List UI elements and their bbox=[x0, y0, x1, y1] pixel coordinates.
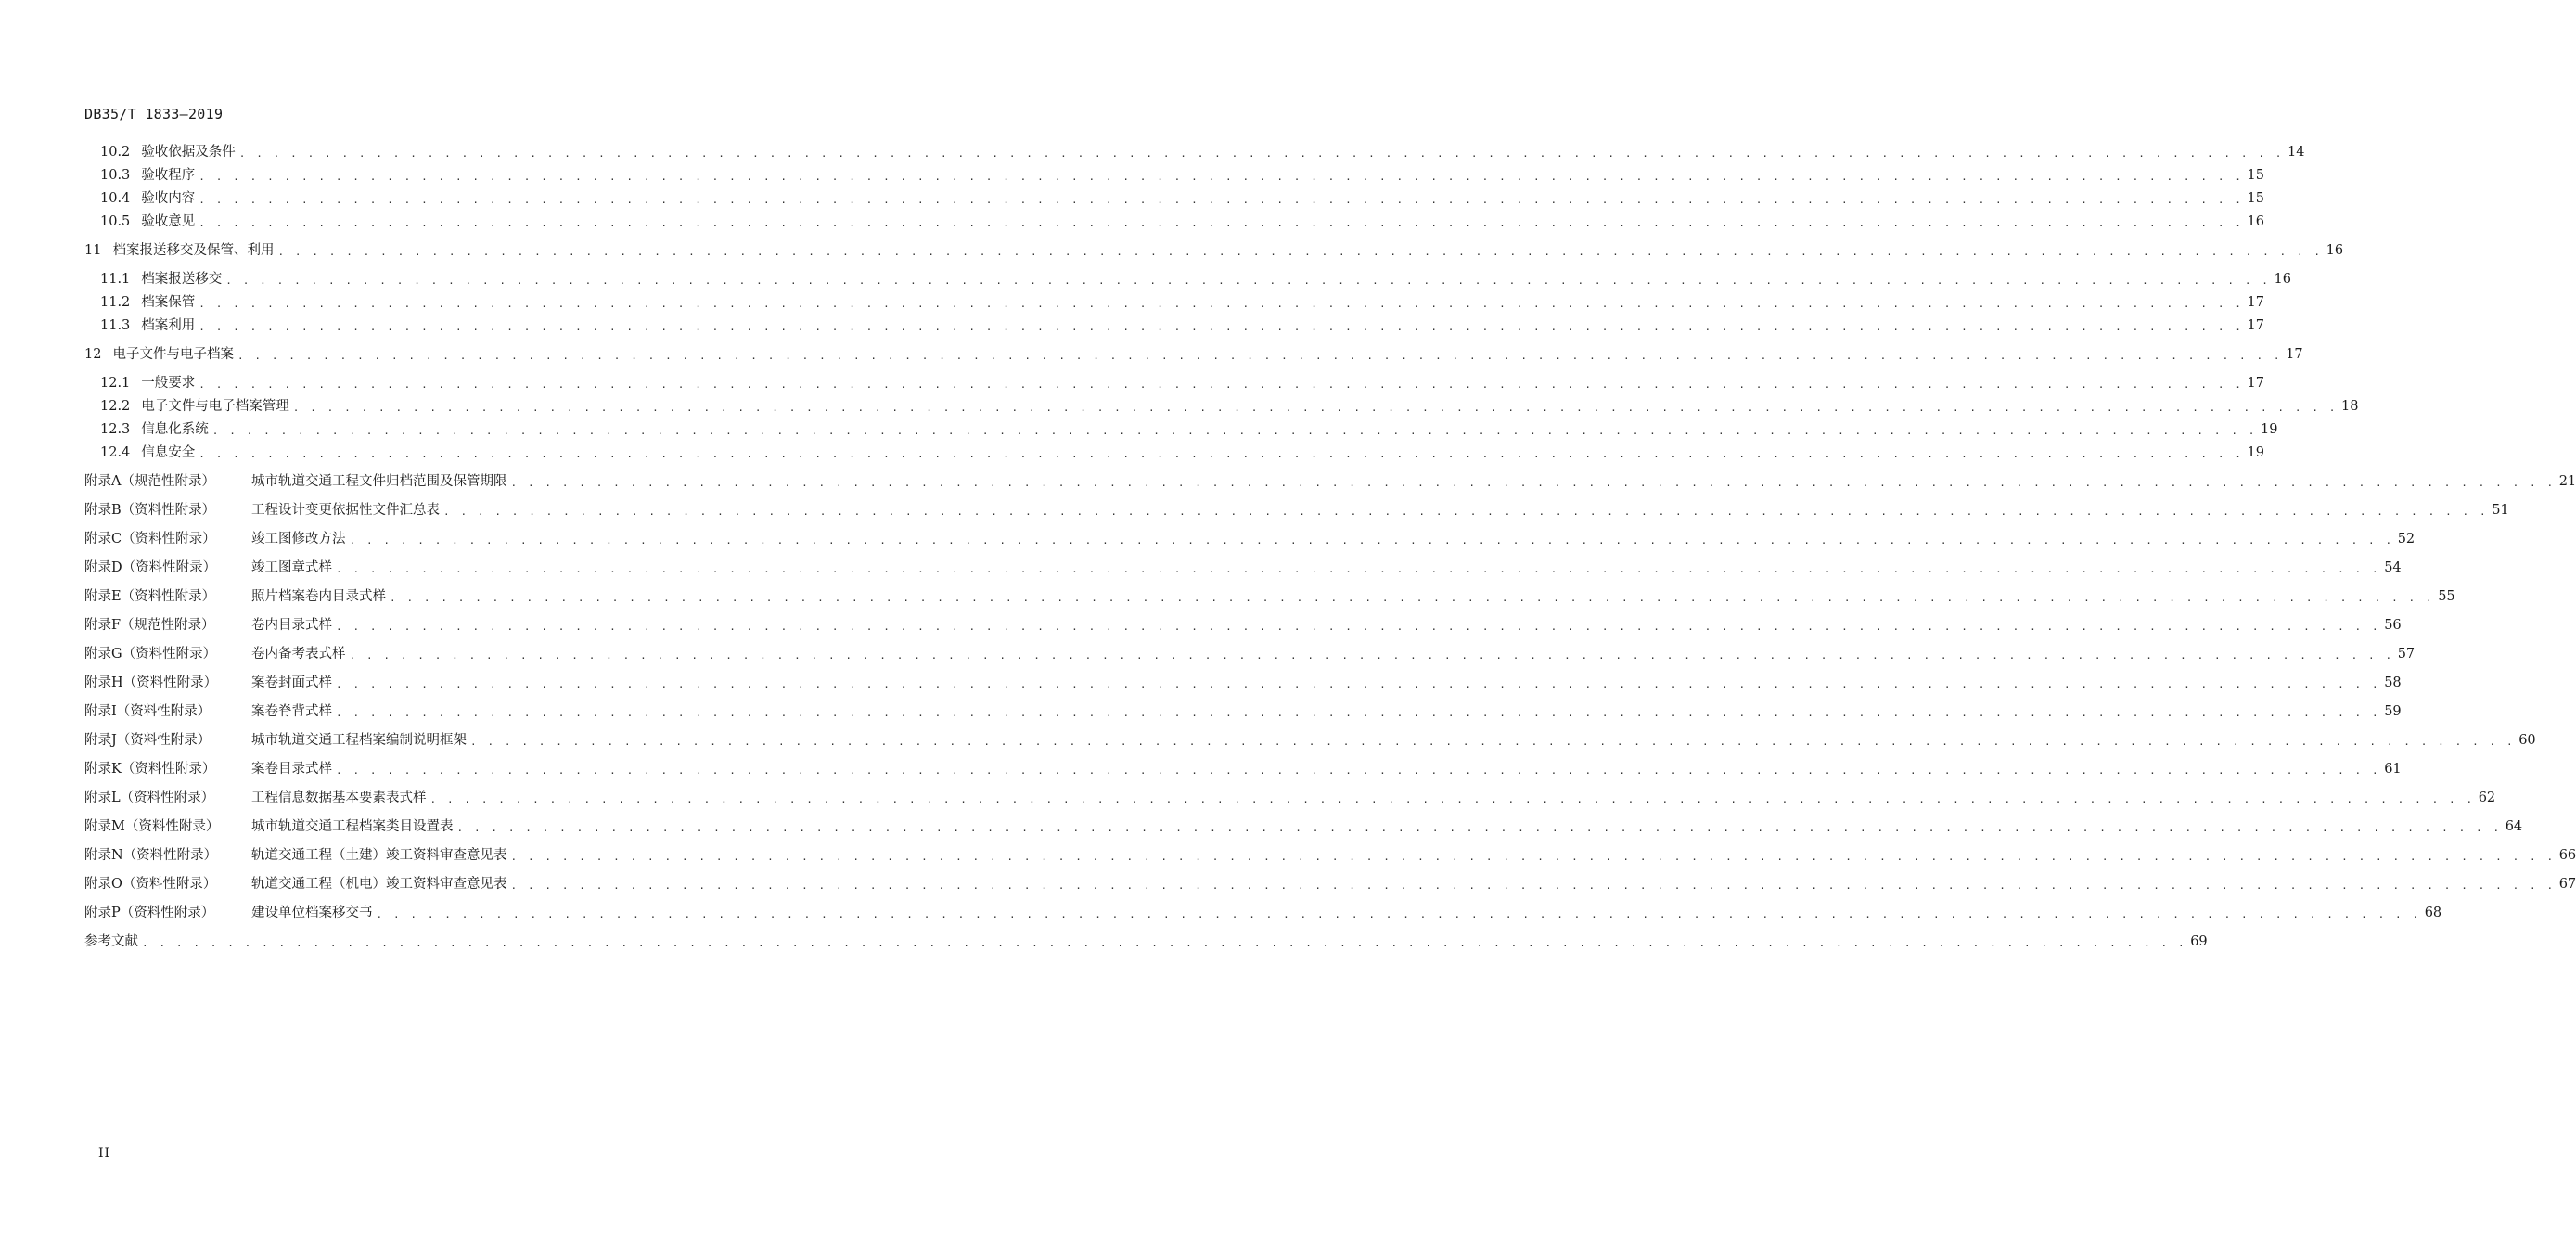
section-title: 电子文件与电子档案 bbox=[112, 347, 234, 362]
section-title: 轨道交通工程（机电）竣工资料审查意见表 bbox=[251, 877, 507, 892]
section-title: 一般要求 bbox=[141, 376, 196, 391]
page-ref: 54 bbox=[2384, 560, 2402, 575]
toc-appendix-row[interactable] bbox=[84, 613, 2402, 637]
page-ref: 51 bbox=[2492, 503, 2509, 518]
dot-leader: . . . . . . . . . . . . . . . . . . . . . . . . . . . . . . . . . . . . . . . . . . . . . . . . . . . . . . . . . . . . . . . . . . . . . . . . . . . . . . . . . . . . . . . . . . . . . . . . . . . . . . . . . . . . . . . . . . . . . . . . bbox=[225, 275, 2271, 287]
page-ref: 60 bbox=[2518, 733, 2536, 748]
dot-leader: . . . . . . . . . . . . . . . . . . . . . . . . . . . . . . . . . . . . . . . . . . . . . . . . . . . . . . . . . . . . . . . . . . . . . . . . . . . . . . . . . . . . . . . . . . . . . . . . . . . . . . . . . . . . . . . . . . . . . . . . bbox=[510, 880, 2556, 892]
section-title: 档案报送移交及保管、利用 bbox=[112, 243, 275, 258]
appendix-label: 附录K（资料性附录） bbox=[84, 762, 216, 777]
page-ref: 15 bbox=[2247, 191, 2264, 206]
page-ref: 19 bbox=[2261, 422, 2278, 437]
page-ref: 17 bbox=[2247, 318, 2264, 333]
page-ref: 68 bbox=[2424, 906, 2442, 920]
toc-row[interactable] bbox=[100, 314, 2264, 338]
dot-leader: . . . . . . . . . . . . . . . . . . . . . . . . . . . . . . . . . . . . . . . . . . . . . . . . . . . . . . . . . . . . . . . . . . . . . . . . . . . . . . . . . . . . . . . . . . . . . . . . . . . . . . . . . . . . . . . . . . . . . . . . bbox=[292, 402, 2338, 414]
dot-leader: . . . . . . . . . . . . . . . . . . . . . . . . . . . . . . . . . . . . . . . . . . . . . . . . . . . . . . . . . . . . . . . . . . . . . . . . . . . . . . . . . . . . . . . . . . . . . . . . . . . . . . . . . . . . . . . . . . . . . . . . bbox=[142, 937, 2187, 949]
toc-appendix-row[interactable] bbox=[84, 901, 2442, 925]
page-ref: 61 bbox=[2384, 762, 2402, 777]
page-ref: 15 bbox=[2247, 168, 2264, 183]
page-ref: 17 bbox=[2247, 376, 2264, 391]
page-ref: 17 bbox=[2247, 295, 2264, 310]
page-number: II bbox=[98, 1146, 111, 1161]
section-title: 工程设计变更依据性文件汇总表 bbox=[251, 503, 440, 518]
section-number: 11.3 bbox=[100, 318, 131, 333]
section-title: 竣工图修改方法 bbox=[251, 532, 346, 546]
appendix-label: 附录D（资料性附录） bbox=[84, 560, 217, 575]
dot-leader: . . . . . . . . . . . . . . . . . . . . . . . . . . . . . . . . . . . . . . . . . . . . . . . . . . . . . . . . . . . . . . . . . . . . . . . . . . . . . . . . . . . . . . . . . . . . . . . . . . . . . . . . . . . . . . . . . . . . . . . . bbox=[336, 563, 2381, 575]
section-number: 10.5 bbox=[100, 214, 131, 229]
appendix-label: 附录M（资料性附录） bbox=[84, 819, 220, 834]
toc-row[interactable] bbox=[100, 371, 2264, 395]
page-ref: 16 bbox=[2274, 272, 2291, 287]
section-title: 城市轨道交通工程文件归档范围及保管期限 bbox=[251, 474, 507, 489]
toc-row[interactable] bbox=[100, 441, 2264, 465]
appendix-label: 附录A（规范性附录） bbox=[84, 474, 215, 489]
page-ref: 16 bbox=[2326, 243, 2344, 258]
section-title: 案卷封面式样 bbox=[251, 675, 332, 690]
dot-leader: . . . . . . . . . . . . . . . . . . . . . . . . . . . . . . . . . . . . . . . . . . . . . . . . . . . . . . . . . . . . . . . . . . . . . . . . . . . . . . . . . . . . . . . . . . . . . . . . . . . . . . . . . . . . . . . . . . . . . . . . bbox=[336, 765, 2381, 777]
toc-row[interactable] bbox=[84, 342, 2303, 366]
dot-leader: . . . . . . . . . . . . . . . . . . . . . . . . . . . . . . . . . . . . . . . . . . . . . . . . . . . . . . . . . . . . . . . . . . . . . . . . . . . . . . . . . . . . . . . . . . . . . . . . . . . . . . . . . . . . . . . . . . . . . . . . bbox=[349, 534, 2394, 546]
section-number: 11.2 bbox=[100, 295, 131, 310]
dot-leader: . . . . . . . . . . . . . . . . . . . . . . . . . . . . . . . . . . . . . . . . . . . . . . . . . . . . . . . . . . . . . . . . . . . . . . . . . . . . . . . . . . . . . . . . . . . . . . . . . . . . . . . . . . . . . . . . . . . . . . . . bbox=[199, 298, 2244, 310]
page-ref: 55 bbox=[2438, 589, 2455, 604]
dot-leader: . . . . . . . . . . . . . . . . . . . . . . . . . . . . . . . . . . . . . . . . . . . . . . . . . . . . . . . . . . . . . . . . . . . . . . . . . . . . . . . . . . . . . . . . . . . . . . . . . . . . . . . . . . . . . . . . . . . . . . . . bbox=[237, 350, 2283, 362]
toc-appendix-row[interactable] bbox=[84, 872, 2576, 896]
toc-appendix-row[interactable] bbox=[84, 469, 2576, 494]
page-ref: 66 bbox=[2558, 848, 2576, 863]
dot-leader: . . . . . . . . . . . . . . . . . . . . . . . . . . . . . . . . . . . . . . . . . . . . . . . . . . . . . . . . . . . . . . . . . . . . . . . . . . . . . . . . . . . . . . . . . . . . . . . . . . . . . . . . . . . . . . . . . . . . . . . . bbox=[376, 908, 2421, 920]
dot-leader: . . . . . . . . . . . . . . . . . . . . . . . . . . . . . . . . . . . . . . . . . . . . . . . . . . . . . . . . . . . . . . . . . . . . . . . . . . . . . . . . . . . . . . . . . . . . . . . . . . . . . . . . . . . . . . . . . . . . . . . . bbox=[238, 148, 2284, 160]
dot-leader: . . . . . . . . . . . . . . . . . . . . . . . . . . . . . . . . . . . . . . . . . . . . . . . . . . . . . . . . . . . . . . . . . . . . . . . . . . . . . . . . . . . . . . . . . . . . . . . . . . . . . . . . . . . . . . . . . . . . . . . . bbox=[390, 592, 2435, 604]
toc-row[interactable] bbox=[84, 238, 2344, 263]
appendix-label: 附录C（资料性附录） bbox=[84, 532, 216, 546]
page-ref: 56 bbox=[2384, 618, 2402, 633]
section-number: 10.3 bbox=[100, 168, 131, 183]
section-title: 档案利用 bbox=[141, 318, 196, 333]
appendix-label: 附录G（资料性附录） bbox=[84, 647, 217, 662]
dot-leader: . . . . . . . . . . . . . . . . . . . . . . . . . . . . . . . . . . . . . . . . . . . . . . . . . . . . . . . . . . . . . . . . . . . . . . . . . . . . . . . . . . . . . . . . . . . . . . . . . . . . . . . . . . . . . . . . . . . . . . . . bbox=[336, 678, 2381, 690]
section-title: 参考文献 bbox=[84, 934, 138, 949]
dot-leader: . . . . . . . . . . . . . . . . . . . . . . . . . . . . . . . . . . . . . . . . . . . . . . . . . . . . . . . . . . . . . . . . . . . . . . . . . . . . . . . . . . . . . . . . . . . . . . . . . . . . . . . . . . . . . . . . . . . . . . . . bbox=[199, 448, 2244, 460]
page-ref: 69 bbox=[2190, 934, 2208, 949]
dot-leader: . . . . . . . . . . . . . . . . . . . . . . . . . . . . . . . . . . . . . . . . . . . . . . . . . . . . . . . . . . . . . . . . . . . . . . . . . . . . . . . . . . . . . . . . . . . . . . . . . . . . . . . . . . . . . . . . . . . . . . . . bbox=[510, 851, 2556, 863]
section-title: 信息安全 bbox=[141, 445, 196, 460]
section-title: 信息化系统 bbox=[141, 422, 209, 437]
dot-leader: . . . . . . . . . . . . . . . . . . . . . . . . . . . . . . . . . . . . . . . . . . . . . . . . . . . . . . . . . . . . . . . . . . . . . . . . . . . . . . . . . . . . . . . . . . . . . . . . . . . . . . . . . . . . . . . . . . . . . . . . bbox=[510, 477, 2556, 489]
page-ref: 18 bbox=[2341, 399, 2359, 414]
page-ref: 57 bbox=[2397, 647, 2416, 662]
page-ref: 64 bbox=[2505, 819, 2523, 834]
page-ref: 59 bbox=[2384, 704, 2402, 719]
toc-row[interactable] bbox=[100, 267, 2291, 291]
toc-references-row[interactable] bbox=[84, 930, 2208, 954]
section-title: 档案保管 bbox=[141, 295, 196, 310]
appendix-label: 附录F（规范性附录） bbox=[84, 618, 215, 633]
toc-appendix-row[interactable] bbox=[84, 815, 2523, 839]
section-title: 卷内备考表式样 bbox=[251, 647, 346, 662]
section-title: 建设单位档案移交书 bbox=[251, 906, 373, 920]
section-title: 验收程序 bbox=[141, 168, 196, 183]
dot-leader: . . . . . . . . . . . . . . . . . . . . . . . . . . . . . . . . . . . . . . . . . . . . . . . . . . . . . . . . . . . . . . . . . . . . . . . . . . . . . . . . . . . . . . . . . . . . . . . . . . . . . . . . . . . . . . . . . . . . . . . . bbox=[199, 194, 2244, 206]
toc-row[interactable] bbox=[100, 210, 2264, 234]
toc-appendix-row[interactable] bbox=[84, 728, 2536, 752]
page-ref: 21 bbox=[2558, 474, 2576, 489]
section-number: 12.3 bbox=[100, 422, 131, 437]
dot-leader: . . . . . . . . . . . . . . . . . . . . . . . . . . . . . . . . . . . . . . . . . . . . . . . . . . . . . . . . . . . . . . . . . . . . . . . . . . . . . . . . . . . . . . . . . . . . . . . . . . . . . . . . . . . . . . . . . . . . . . . . bbox=[349, 649, 2394, 662]
page-ref: 67 bbox=[2558, 877, 2576, 892]
section-number: 11 bbox=[84, 243, 102, 258]
dot-leader: . . . . . . . . . . . . . . . . . . . . . . . . . . . . . . . . . . . . . . . . . . . . . . . . . . . . . . . . . . . . . . . . . . . . . . . . . . . . . . . . . . . . . . . . . . . . . . . . . . . . . . . . . . . . . . . . . . . . . . . . bbox=[336, 621, 2381, 633]
section-number: 12.1 bbox=[100, 376, 131, 391]
section-title: 电子文件与电子档案管理 bbox=[141, 399, 289, 414]
section-number: 11.1 bbox=[100, 272, 131, 287]
toc-appendix-row[interactable] bbox=[84, 642, 2416, 666]
appendix-label: 附录P（资料性附录） bbox=[84, 906, 215, 920]
dot-leader: . . . . . . . . . . . . . . . . . . . . . . . . . . . . . . . . . . . . . . . . . . . . . . . . . . . . . . . . . . . . . . . . . . . . . . . . . . . . . . . . . . . . . . . . . . . . . . . . . . . . . . . . . . . . . . . . . . . . . . . . bbox=[470, 736, 2516, 748]
section-number: 10.2 bbox=[100, 145, 131, 160]
dot-leader: . . . . . . . . . . . . . . . . . . . . . . . . . . . . . . . . . . . . . . . . . . . . . . . . . . . . . . . . . . . . . . . . . . . . . . . . . . . . . . . . . . . . . . . . . . . . . . . . . . . . . . . . . . . . . . . . . . . . . . . . bbox=[199, 217, 2244, 229]
toc-appendix-row[interactable] bbox=[84, 585, 2455, 609]
toc-appendix-row[interactable] bbox=[84, 556, 2402, 580]
appendix-label: 附录I（资料性附录） bbox=[84, 704, 211, 719]
appendix-label: 附录J（资料性附录） bbox=[84, 733, 211, 748]
page-ref: 58 bbox=[2384, 675, 2402, 690]
dot-leader: . . . . . . . . . . . . . . . . . . . . . . . . . . . . . . . . . . . . . . . . . . . . . . . . . . . . . . . . . . . . . . . . . . . . . . . . . . . . . . . . . . . . . . . . . . . . . . . . . . . . . . . . . . . . . . . . . . . . . . . . bbox=[443, 506, 2489, 518]
section-number: 12.4 bbox=[100, 445, 131, 460]
appendix-label: 附录N（资料性附录） bbox=[84, 848, 218, 863]
toc-row[interactable] bbox=[100, 186, 2264, 211]
dot-leader: . . . . . . . . . . . . . . . . . . . . . . . . . . . . . . . . . . . . . . . . . . . . . . . . . . . . . . . . . . . . . . . . . . . . . . . . . . . . . . . . . . . . . . . . . . . . . . . . . . . . . . . . . . . . . . . . . . . . . . . . bbox=[336, 707, 2381, 719]
toc-appendix-row[interactable] bbox=[84, 527, 2416, 551]
section-number: 12.2 bbox=[100, 399, 131, 414]
appendix-label: 附录E（资料性附录） bbox=[84, 589, 216, 604]
dot-leader: . . . . . . . . . . . . . . . . . . . . . . . . . . . . . . . . . . . . . . . . . . . . . . . . . . . . . . . . . . . . . . . . . . . . . . . . . . . . . . . . . . . . . . . . . . . . . . . . . . . . . . . . . . . . . . . . . . . . . . . . bbox=[456, 822, 2502, 834]
section-title: 竣工图章式样 bbox=[251, 560, 332, 575]
section-title: 案卷脊背式样 bbox=[251, 704, 332, 719]
section-title: 城市轨道交通工程档案类目设置表 bbox=[251, 819, 454, 834]
appendix-label: 附录B（资料性附录） bbox=[84, 503, 216, 518]
dot-leader: . . . . . . . . . . . . . . . . . . . . . . . . . . . . . . . . . . . . . . . . . . . . . . . . . . . . . . . . . . . . . . . . . . . . . . . . . . . . . . . . . . . . . . . . . . . . . . . . . . . . . . . . . . . . . . . . . . . . . . . . bbox=[199, 321, 2244, 333]
section-title: 城市轨道交通工程档案编制说明框架 bbox=[251, 733, 467, 748]
toc-appendix-row[interactable] bbox=[84, 786, 2496, 810]
toc-row[interactable] bbox=[100, 140, 2305, 164]
toc-appendix-row[interactable] bbox=[84, 843, 2576, 868]
section-title: 验收依据及条件 bbox=[141, 145, 236, 160]
toc-row[interactable] bbox=[100, 290, 2264, 315]
dot-leader: . . . . . . . . . . . . . . . . . . . . . . . . . . . . . . . . . . . . . . . . . . . . . . . . . . . . . . . . . . . . . . . . . . . . . . . . . . . . . . . . . . . . . . . . . . . . . . . . . . . . . . . . . . . . . . . . . . . . . . . . bbox=[429, 793, 2475, 805]
section-title: 照片档案卷内目录式样 bbox=[251, 589, 386, 604]
page-ref: 17 bbox=[2286, 347, 2303, 362]
section-title: 轨道交通工程（土建）竣工资料审查意见表 bbox=[251, 848, 507, 863]
section-number: 12 bbox=[84, 347, 102, 362]
section-title: 验收内容 bbox=[141, 191, 196, 206]
toc-row[interactable] bbox=[100, 394, 2359, 418]
page-ref: 52 bbox=[2397, 532, 2416, 546]
section-title: 卷内目录式样 bbox=[251, 618, 332, 633]
section-title: 工程信息数据基本要素表式样 bbox=[251, 791, 427, 805]
standard-code: DB35/T 1833—2019 bbox=[84, 106, 224, 122]
section-title: 验收意见 bbox=[141, 214, 196, 229]
appendix-label: 附录H（资料性附录） bbox=[84, 675, 218, 690]
toc-row[interactable] bbox=[100, 418, 2278, 442]
section-number: 10.4 bbox=[100, 191, 131, 206]
dot-leader: . . . . . . . . . . . . . . . . . . . . . . . . . . . . . . . . . . . . . . . . . . . . . . . . . . . . . . . . . . . . . . . . . . . . . . . . . . . . . . . . . . . . . . . . . . . . . . . . . . . . . . . . . . . . . . . . . . . . . . . . bbox=[199, 379, 2244, 391]
page-ref: 16 bbox=[2247, 214, 2264, 229]
appendix-label: 附录L（资料性附录） bbox=[84, 791, 215, 805]
dot-leader: . . . . . . . . . . . . . . . . . . . . . . . . . . . . . . . . . . . . . . . . . . . . . . . . . . . . . . . . . . . . . . . . . . . . . . . . . . . . . . . . . . . . . . . . . . . . . . . . . . . . . . . . . . . . . . . . . . . . . . . . bbox=[211, 425, 2257, 437]
section-title: 案卷目录式样 bbox=[251, 762, 332, 777]
toc-row[interactable] bbox=[100, 163, 2264, 187]
dot-leader: . . . . . . . . . . . . . . . . . . . . . . . . . . . . . . . . . . . . . . . . . . . . . . . . . . . . . . . . . . . . . . . . . . . . . . . . . . . . . . . . . . . . . . . . . . . . . . . . . . . . . . . . . . . . . . . . . . . . . . . . bbox=[199, 171, 2244, 183]
toc-appendix-row[interactable] bbox=[84, 671, 2402, 695]
toc-appendix-row[interactable] bbox=[84, 700, 2402, 724]
toc-appendix-row[interactable] bbox=[84, 757, 2402, 781]
page-ref: 19 bbox=[2247, 445, 2264, 460]
toc-appendix-row[interactable] bbox=[84, 498, 2509, 522]
section-title: 档案报送移交 bbox=[141, 272, 223, 287]
dot-leader: . . . . . . . . . . . . . . . . . . . . . . . . . . . . . . . . . . . . . . . . . . . . . . . . . . . . . . . . . . . . . . . . . . . . . . . . . . . . . . . . . . . . . . . . . . . . . . . . . . . . . . . . . . . . . . . . . . . . . . . . bbox=[277, 246, 2323, 258]
page-ref: 62 bbox=[2478, 791, 2496, 805]
page-ref: 14 bbox=[2288, 145, 2305, 160]
appendix-label: 附录O（资料性附录） bbox=[84, 877, 217, 892]
